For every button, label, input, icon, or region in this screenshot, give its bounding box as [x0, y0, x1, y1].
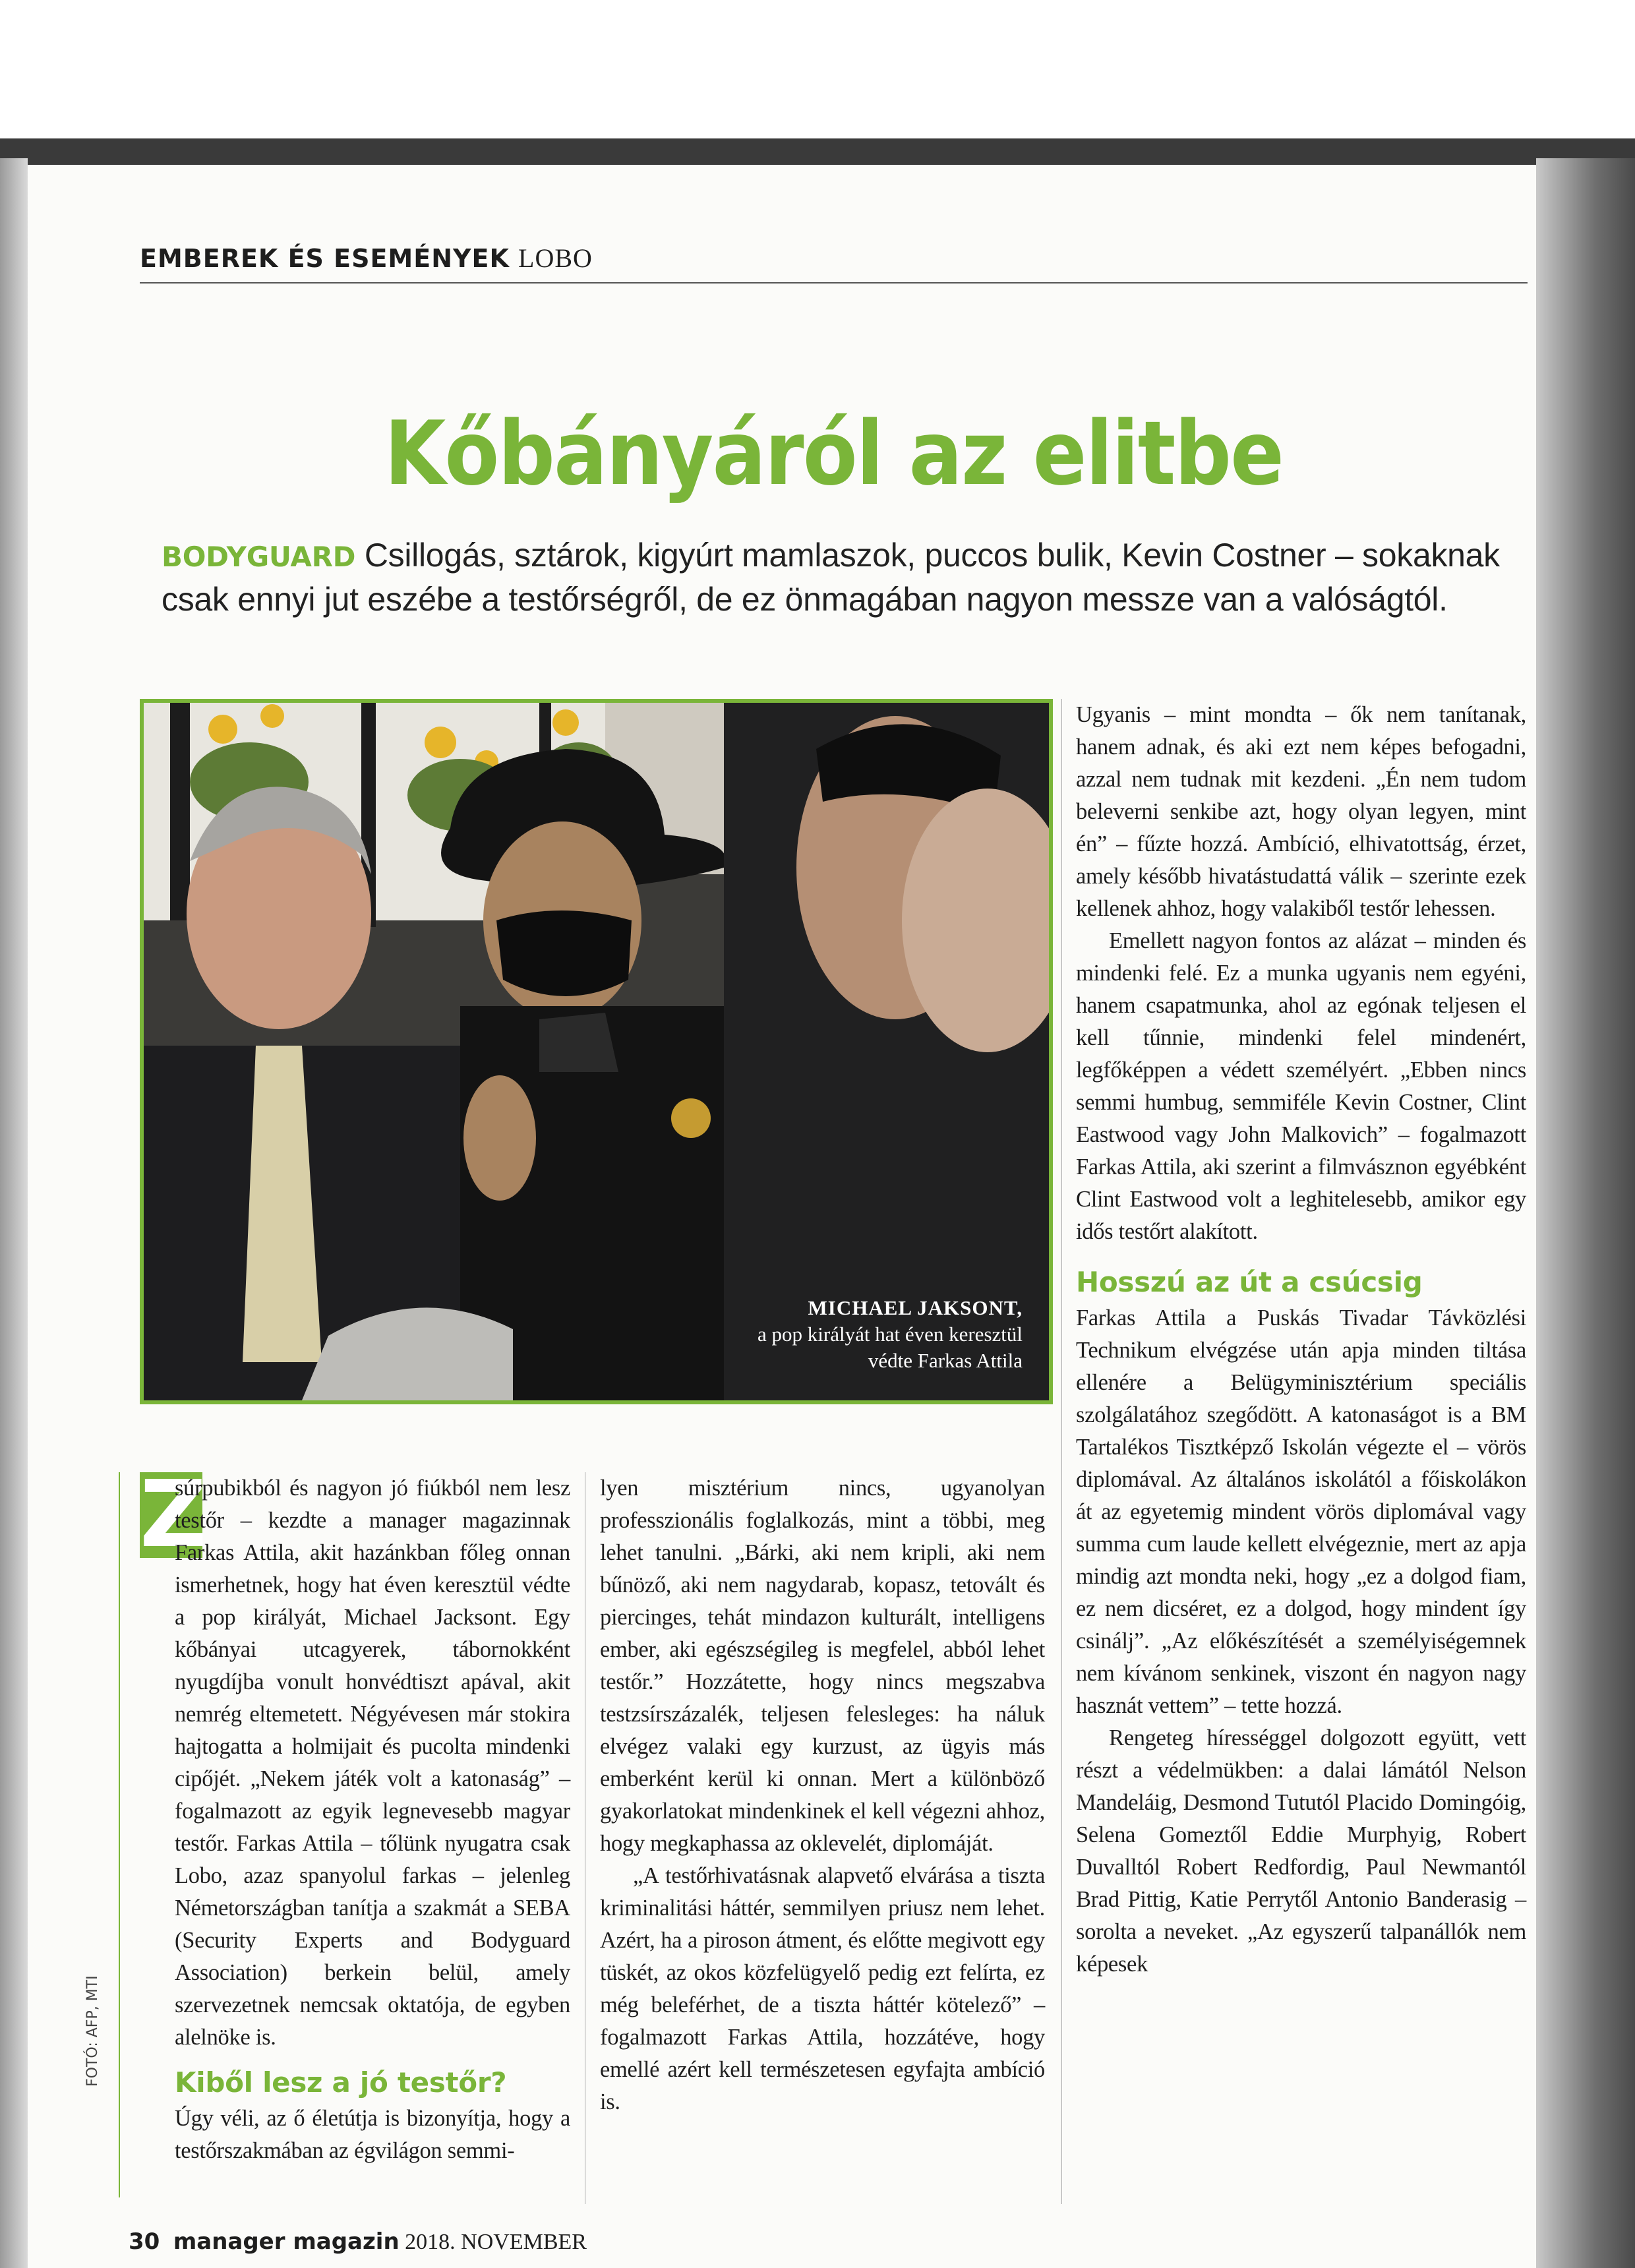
- subhead-2: Hosszú az út a csúcsig: [1076, 1266, 1423, 1298]
- col3-paragraph-4: Rengeteg hírességgel dolgozott együtt, vett részt a védelmükben: a dalai lámától Nelson Mandeláig, Desmond Tututól Placido Domingóig, Selena Gomeztől Eddie Murphyig, Robert Duvalltól Robert Redfordig, Paul Newmantól Brad Pittig, Katie Perrytől Antonio Banderasig – sorolta a neveket. „Az egyszerű talpanállók nem képesek: [1076, 1725, 1526, 1977]
- section-title: EMBEREK ÉS ESEMÉNYEK: [140, 244, 510, 273]
- col1-paragraph-1: súrpubikból és nagyon jó fiúkból nem lesz testőr – kezdte a manager magazinnak Farkas Attila, akit hazánkban főleg onnan ismerhetnek, hogy hat éven keresztül védte a pop királyát, Michael Jacksont. Egy kőbányai utcagyerek, tábornokként nyugdíjba vonult honvédtiszt apával, akit nemrég eltemetett. Négyévesen már stokira hajtogatta a holmijait és pucolta mindenki cipőjét. „Nekem játék volt a katonaság” – fogalmazott az egyik legnevesebb magyar testőr. Farkas Attila – tőlünk nyugatra csak Lobo, azaz spanyolul farkas – jelenleg Németországban tanítja a szakmát a SEBA (Security Experts and Bodyguard Association) berkein belül, amely szervezetnek nemcsak oktatója, de egyben alelnöke is.: [175, 1476, 570, 2050]
- facing-page-shadow: [1536, 158, 1635, 2268]
- lead-text: Csillogás, sztárok, kigyúrt mamlaszok, puccos bulik, Kevin Costner – sokaknak csak ennyi jut eszébe a testőrségről, de ez önmagában nagyon messze van a valóságtól.: [162, 537, 1500, 618]
- col1-paragraph-2: Úgy véli, az ő életútja is bizonyítja, hogy a testőrszakmában az égvilágon semmi-: [175, 2106, 570, 2163]
- photo-caption: [758, 1295, 1023, 1374]
- issue-date: 2018. NOVEMBER: [405, 2230, 587, 2254]
- caption-line-2: a pop királyát hat éven keresztül: [758, 1323, 1023, 1346]
- page-footer: [129, 2228, 587, 2255]
- col3-paragraph-3: Farkas Attila a Puskás Tivadar Távközlési Technikum elvégzése után apja minden tiltása ellenére a Belügyminisztérium speciális szolgálatához szegődött. A katonaságot is a BM Tartalékos Tisztképző Iskolán végezte el – vörös diplomával. Az általános iskolától a főiskolákon át az egyetemig mindent vörös diplomával vagy summa cum laude kellett elvégeznie, mert az apja mindig azt mondta neki, hogy „ez a dolgod fiam, ez nem dicséret, ez a dolgod, hogy mindent így csinálj”. „Az előkészítését a személyiségemnek nem kívánom senkinek, viszont én nagyon nagy hasznát vettem” – tette hozzá.: [1076, 1305, 1526, 1718]
- section-tag: LOBO: [518, 243, 593, 273]
- page-spine: [0, 158, 28, 2268]
- photo-credit: FOTÓ: AFP, MTI: [84, 1975, 101, 2087]
- article-photo: [140, 699, 1053, 1404]
- lead-paragraph: [162, 534, 1536, 620]
- magazine-name: manager magazin: [173, 2228, 400, 2255]
- col2-paragraph-1: lyen misztérium nincs, ugyanolyan professzionális foglalkozás, mint a többi, meg lehet tanulni. „Bárki, aki nem kripli, aki nem bűnöző, aki nem nagydarab, kopasz, tetovált és piercinges, tehát mindazon kulturált, intelligens ember, aki egészségileg is megfelel, abból lehet testőr.” Hozzátette, hogy nincs megszabva testzsírszázalék, teljesen felesleges: ha náluk elvégez valaki egy kurzust, az ügyis más emberként kerül ki onnan. Mert a különböző gyakorlatokat mindenkinek el kell végezni ahhoz, hogy megkaphassa az oklevelét, diplomáját.: [600, 1476, 1045, 1856]
- section-header: [140, 243, 593, 274]
- col3-paragraph-2: Emellett nagyon fontos az alázat – minden és mindenki felé. Ez a munka ugyanis nem egyéni, hanem csapatmunka, ahol az egónak teljesen el kell tűnnie, mindenki felel mindenért, legfőképpen a védett személyért. „Ebben nincs semmi humbug, semmiféle Kevin Costner, Clint Eastwood vagy John Malkovich” – fogalmazott Farkas Attila, aki szerint a filmvásznon egyébként Clint Eastwood volt a leghitelesebb, amikor egy idős testőrt alakított.: [1076, 928, 1526, 1244]
- margin-accent-line: [119, 1472, 120, 2197]
- caption-name: MICHAEL JAKSONT,: [808, 1296, 1023, 1319]
- article-column-3: [1076, 699, 1526, 1981]
- header-rule: [140, 282, 1528, 284]
- headline: Kőbányáról az elitbe: [384, 402, 1284, 505]
- lead-kicker: BODYGUARD: [162, 541, 356, 573]
- caption-line-3: védte Farkas Attila: [868, 1349, 1023, 1372]
- article-column-2: [600, 1472, 1045, 2118]
- page-number: 30: [129, 2228, 160, 2255]
- subhead-1: Kiből lesz a jó testőr?: [175, 2066, 507, 2099]
- col2-paragraph-2: „A testőrhivatásnak alapvető elvárása a tiszta kriminalitási háttér, semmilyen priusz nem lehet. Azért, ha a piroson átment, és előtte megivott egy tüskét, az okos közfelügyelő pedig ezt felírta, ez még beleférhet, de a tiszta háttér kötelező” – fogalmazott Farkas Attila, hozzátéve, hogy emellé azért kell természetesen egyfajta ambíció is.: [600, 1863, 1045, 2114]
- drop-cap: Z: [140, 1461, 207, 1568]
- article-column-1: [175, 1472, 570, 2167]
- column-divider: [1061, 699, 1062, 2204]
- col3-paragraph-1: Ugyanis – mint mondta – ők nem tanítanak, hanem adnak, és aki ezt nem képes befogadni, azzal nem tudnak mit kezdeni. „Én nem tudom beleverni senkibe azt, hogy olyan legyen, mint én” – fűzte hozzá. Ambíció, elhivatottság, érzet, amely később hivatástudattá válik – szerinte ezek kellenek ahhoz, hogy valakiből testőr lehessen.: [1076, 702, 1526, 921]
